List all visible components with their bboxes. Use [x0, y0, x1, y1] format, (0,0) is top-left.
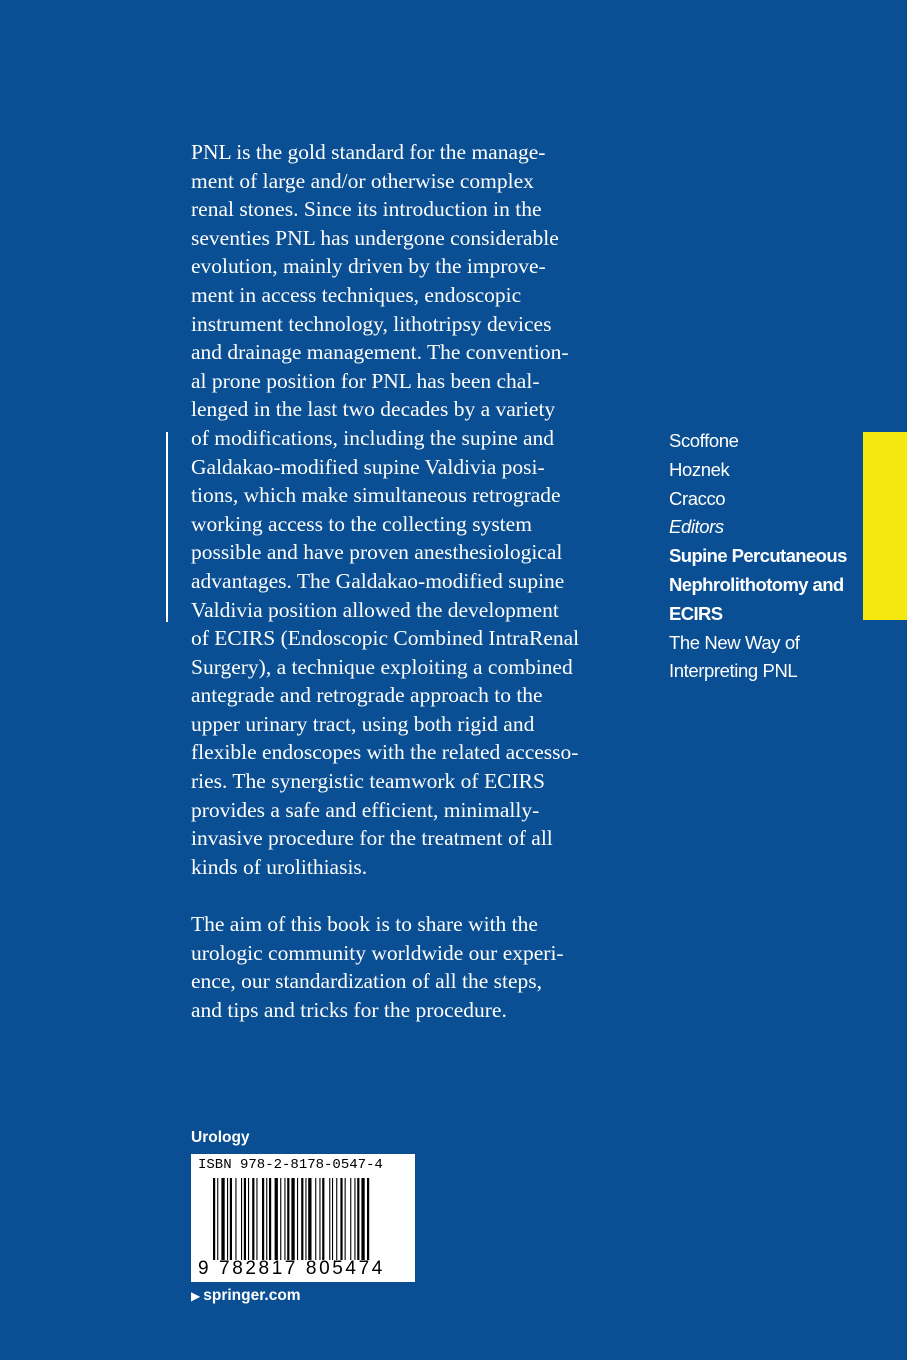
book-title-line: Supine Percutaneous: [669, 545, 847, 567]
blurb-line: of modifications, including the supine and: [191, 425, 555, 450]
barcode-bar: [329, 1178, 330, 1260]
barcode-bar: [308, 1178, 311, 1260]
barcode-bar: [235, 1178, 236, 1260]
barcode-bar: [284, 1178, 285, 1260]
blurb-line: ment in access techniques, endoscopic: [191, 282, 522, 307]
blurb-line: possible and have proven anesthesiological: [191, 540, 563, 565]
barcode-bar: [227, 1178, 228, 1260]
barcode-bar: [319, 1178, 320, 1260]
blurb-line: Valdivia position allowed the development: [191, 597, 559, 622]
barcode-bar: [354, 1178, 355, 1260]
book-title-line: ECIRS: [669, 602, 723, 624]
publisher-link[interactable]: [191, 1287, 301, 1305]
blurb-line: lenged in the last two decades by a variety: [191, 397, 556, 422]
blurb-line: ment of large and/or otherwise complex: [191, 168, 534, 193]
barcode-bar: [262, 1178, 264, 1260]
blurb-line: flexible endoscopes with the related accesso-: [191, 740, 579, 765]
blurb-line: kinds of urolithiasis.: [191, 854, 368, 879]
blurb-line: antegrade and retrograde approach to the: [191, 683, 543, 708]
barcode-bar: [301, 1178, 303, 1260]
barcode-bar: [361, 1178, 364, 1260]
barcode-bar: [244, 1178, 246, 1260]
blurb-line: working access to the collecting system: [191, 511, 532, 536]
blurb-line: upper urinary tract, using both rigid and: [191, 711, 535, 736]
barcode-bar: [256, 1178, 257, 1260]
blurb-line: Surgery), a technique exploiting a combined: [191, 654, 573, 679]
barcode-bar: [287, 1178, 289, 1260]
barcode-bar: [357, 1178, 359, 1260]
barcode-bar: [340, 1178, 342, 1260]
barcode-bar: [230, 1178, 232, 1260]
book-title-line: Nephrolithotomy and: [669, 573, 844, 595]
barcode-bar: [315, 1178, 316, 1260]
blurb-line: al prone position for PNL has been chal-: [191, 368, 540, 393]
barcode-bar: [332, 1178, 333, 1260]
barcode-bar: [280, 1178, 281, 1260]
isbn-label: ISBN 978-2-8178-0547-4: [198, 1157, 383, 1173]
blurb-text: [191, 138, 631, 1024]
blurb-paragraph-1: [191, 138, 631, 881]
blurb-line: Galdakao-modified supine Valdivia posi-: [191, 454, 545, 479]
barcode-digits: 9 782817 805474: [198, 1258, 385, 1279]
blurb-line: and drainage management. The convention-: [191, 340, 569, 365]
editor-name: Cracco: [669, 487, 726, 509]
blurb-line: seventies PNL has undergone considerable: [191, 225, 559, 250]
book-subtitle-line: Interpreting PNL: [669, 660, 798, 682]
blurb-paragraph-2: [191, 910, 631, 1024]
barcode-bar: [248, 1178, 249, 1260]
barcode-bar: [297, 1178, 298, 1260]
blurb-line: urologic community worldwide our experi-: [191, 940, 564, 965]
vertical-divider: [166, 432, 168, 622]
blurb-line: invasive procedure for the treatment of all: [191, 826, 553, 851]
blurb-line: renal stones. Since its introduction in the: [191, 197, 542, 222]
barcode-bar: [241, 1178, 242, 1260]
book-subtitle-line: The New Way of: [669, 631, 800, 653]
blurb-line: and tips and tricks for the procedure.: [191, 997, 507, 1022]
blurb-line: provides a safe and efficient, minimally-: [191, 797, 540, 822]
arrow-icon: ▶: [191, 1289, 201, 1303]
barcode: [191, 1154, 415, 1282]
barcode-bar: [305, 1178, 306, 1260]
blurb-line: PNL is the gold standard for the manage-: [191, 140, 546, 164]
blurb-line: ence, our standardization of all the steps,: [191, 969, 543, 994]
barcode-bar: [322, 1178, 324, 1260]
editor-name: Hoznek: [669, 458, 730, 480]
barcode-bar: [252, 1178, 254, 1260]
category-label: Urology: [191, 1129, 250, 1146]
barcode-bars: [213, 1178, 409, 1260]
yellow-accent-tab: [863, 432, 907, 620]
blurb-line: evolution, mainly driven by the improve-: [191, 254, 546, 279]
title-block: [669, 427, 869, 686]
barcode-bar: [269, 1178, 271, 1260]
barcode-bar: [266, 1178, 267, 1260]
blurb-line: The aim of this book is to share with the: [191, 912, 538, 937]
blurb-line: instrument technology, lithotripsy devices: [191, 311, 552, 336]
barcode-bar: [350, 1178, 351, 1260]
barcode-bar: [291, 1178, 294, 1260]
blurb-line: of ECIRS (Endoscopic Combined IntraRenal: [191, 626, 580, 651]
blurb-line: ries. The synergistic teamwork of ECIRS: [191, 769, 545, 794]
barcode-bar: [221, 1178, 224, 1260]
editor-name: Scoffone: [669, 430, 739, 451]
barcode-bar: [367, 1178, 369, 1260]
barcode-bar: [345, 1178, 346, 1260]
barcode-bar: [275, 1178, 278, 1260]
blurb-line: advantages. The Galdakao-modified supine: [191, 568, 565, 593]
barcode-bar: [217, 1178, 218, 1260]
publisher-url: springer.com: [203, 1287, 301, 1304]
barcode-bar: [336, 1178, 337, 1260]
editors-label: Editors: [669, 516, 724, 538]
blurb-line: tions, which make simultaneous retrograde: [191, 483, 561, 508]
barcode-bar: [213, 1178, 215, 1260]
